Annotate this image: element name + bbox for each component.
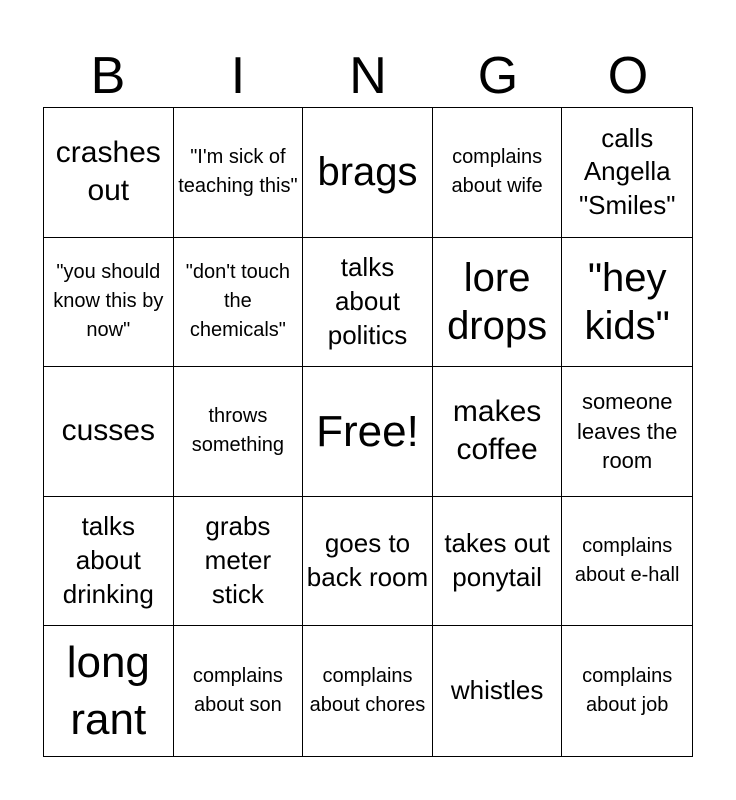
header-letter-i: I — [230, 47, 246, 105]
cell-text: complains about chores — [309, 665, 426, 717]
cell-text: cusses — [61, 414, 155, 448]
cell-text: complains about son — [192, 665, 283, 717]
bingo-cell[interactable] — [174, 626, 304, 756]
bingo-cell[interactable] — [433, 238, 563, 368]
bingo-cell[interactable] — [44, 238, 174, 368]
header-letter-b: B — [90, 47, 126, 105]
bingo-cell[interactable] — [174, 497, 304, 627]
cell-text: brags — [317, 150, 418, 195]
bingo-cell[interactable] — [303, 626, 433, 756]
cell-text: throws something — [191, 405, 285, 457]
bingo-cell[interactable] — [433, 108, 563, 238]
bingo-cell[interactable] — [562, 626, 692, 756]
bingo-cell[interactable] — [303, 108, 433, 238]
bingo-header — [43, 44, 693, 108]
bingo-cell[interactable] — [433, 497, 563, 627]
cell-text: calls Angella "Smiles" — [578, 122, 676, 221]
cell-text: "don't touch the chemicals" — [185, 261, 291, 342]
bingo-cell[interactable] — [303, 497, 433, 627]
bingo-cell[interactable] — [433, 626, 563, 756]
bingo-board — [43, 107, 693, 757]
bingo-cell[interactable] — [562, 367, 692, 497]
bingo-cell[interactable] — [44, 367, 174, 497]
cell-text: "you should know this by now" — [53, 261, 164, 342]
cell-text: goes to back room — [306, 528, 429, 593]
cell-text: takes out ponytail — [444, 528, 550, 593]
bingo-cell[interactable] — [44, 108, 174, 238]
bingo-cell[interactable] — [44, 497, 174, 627]
bingo-cell[interactable] — [174, 238, 304, 368]
bingo-cell[interactable] — [174, 108, 304, 238]
cell-text: grabs meter stick — [204, 511, 272, 609]
bingo-cell[interactable] — [174, 367, 304, 497]
bingo-cell[interactable] — [562, 108, 692, 238]
cell-text: talks about politics — [327, 252, 408, 350]
cell-text: complains about wife — [451, 146, 543, 198]
bingo-cell[interactable] — [562, 238, 692, 368]
cell-text: Free! — [316, 406, 419, 456]
bingo-cell[interactable] — [303, 238, 433, 368]
bingo-cell[interactable] — [433, 367, 563, 497]
cell-text: complains about job — [582, 665, 673, 717]
cell-text: complains about e-hall — [574, 535, 680, 587]
cell-text: whistles — [450, 675, 544, 706]
header-letter-o: O — [607, 47, 649, 105]
header-letter-n: N — [349, 47, 387, 105]
cell-text: crashes out — [55, 135, 161, 208]
cell-text: long rant — [66, 638, 150, 745]
bingo-cell[interactable] — [44, 626, 174, 756]
free-space-cell[interactable] — [303, 367, 433, 497]
cell-text: someone leaves the room — [577, 388, 678, 474]
cell-text: talks about drinking — [62, 511, 154, 609]
bingo-cell[interactable] — [562, 497, 692, 627]
cell-text: "I'm sick of teaching this" — [178, 146, 298, 198]
header-letter-g: G — [477, 47, 519, 105]
cell-text: "hey kids" — [584, 255, 670, 348]
cell-text: lore drops — [447, 255, 548, 348]
cell-text: makes coffee — [452, 395, 542, 467]
